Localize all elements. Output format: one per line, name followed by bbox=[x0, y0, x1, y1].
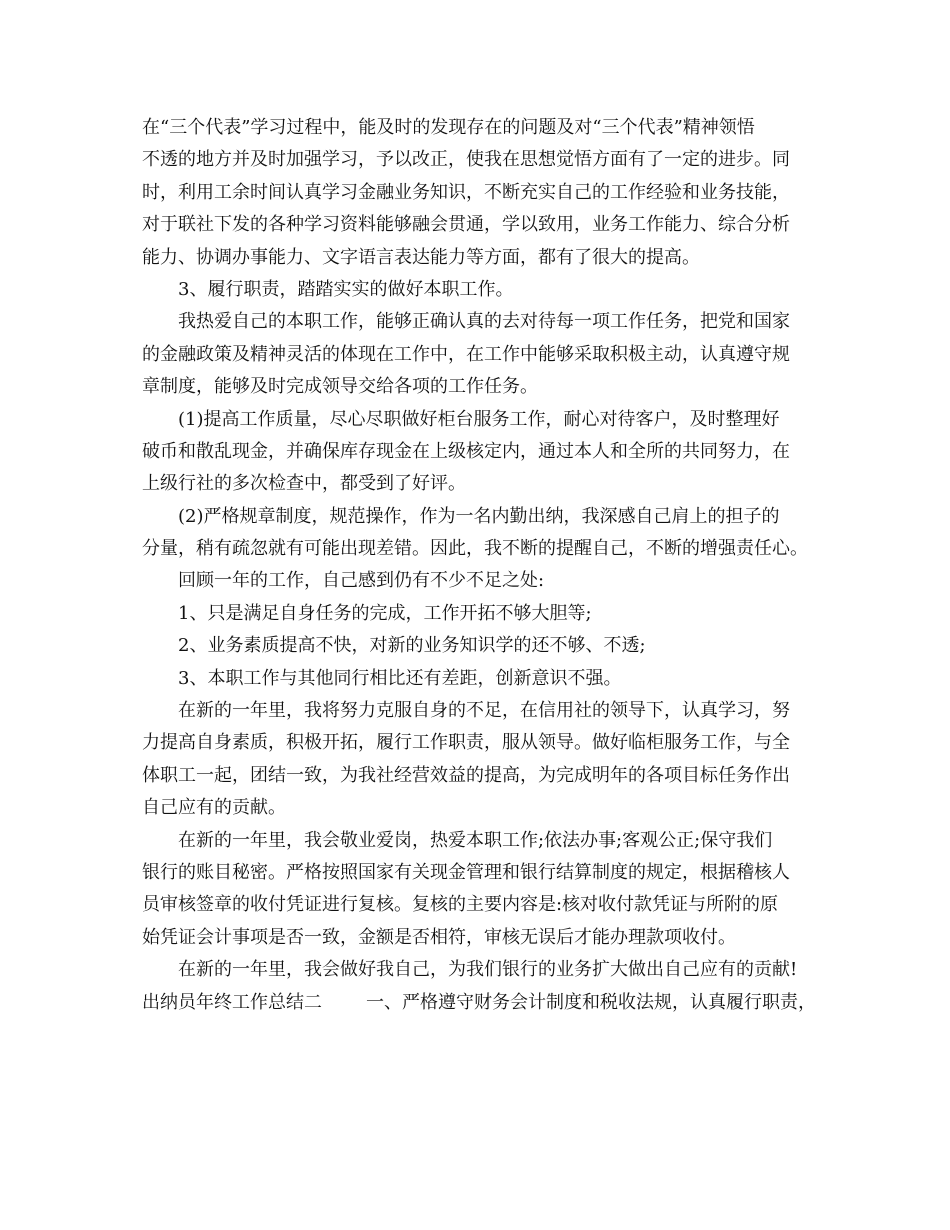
text-line: 分量，稍有疏忽就有可能出现差错。因此，我不断的提醒自己，不断的增强责任心。 bbox=[142, 538, 808, 560]
text-line: 自己应有的贡献。 bbox=[142, 797, 286, 819]
section-title: 出纳员年终工作总结二 bbox=[142, 991, 322, 1013]
list-item: 2、业务素质提高不快，对新的业务知识学的还不够、不透; bbox=[178, 635, 646, 657]
text-line: (1)提高工作质量，尽心尽职做好柜台服务工作，耐心对待客户，及时整理好 bbox=[178, 408, 780, 430]
text-line: 在新的一年里，我将努力克服自身的不足，在信用社的领导下，认真学习，努 bbox=[178, 700, 790, 722]
list-item: 3、本职工作与其他同行相比还有差距，创新意识不强。 bbox=[178, 667, 622, 689]
text-line: 破币和散乱现金，并确保库存现金在上级核定内，通过本人和全所的共同努力，在 bbox=[142, 440, 790, 462]
text-line: 回顾一年的工作，自己感到仍有不少不足之处: bbox=[178, 570, 545, 592]
text-line: 力提高自身素质，积极开拓，履行工作职责，服从领导。做好临柜服务工作，与全 bbox=[142, 732, 790, 754]
text-line: 始凭证会计事项是否一致，金额是否相符，审核无误后才能办理款项收付。 bbox=[142, 926, 736, 948]
text-line: 的金融政策及精神灵活的体现在工作中，在工作中能够采取积极主动，认真遵守规 bbox=[142, 343, 790, 365]
text-line: 员审核签章的收付凭证进行复核。复核的主要内容是:核对收付款凭证与所附的原 bbox=[142, 894, 779, 916]
text-line: 在“三个代表”学习过程中，能及时的发现存在的问题及对“三个代表”精神领悟 bbox=[142, 117, 755, 138]
text-line: 我热爱自己的本职工作，能够正确认真的去对待每一项工作任务，把党和国家 bbox=[178, 311, 790, 333]
text-line: 上级行社的多次检查中，都受到了好评。 bbox=[142, 473, 466, 495]
text-line: 在新的一年里，我会做好我自己，为我们银行的业务扩大做出自己应有的贡献! bbox=[178, 959, 798, 981]
text-line: 章制度，能够及时完成领导交给各项的工作任务。 bbox=[142, 376, 538, 398]
text-line: (2)严格规章制度，规范操作，作为一名内勤出纳，我深感自己肩上的担子的 bbox=[178, 505, 780, 527]
text-line: 能力、协调办事能力、文字语言表达能力等方面，都有了很大的提高。 bbox=[142, 246, 700, 268]
list-item: 1、只是满足自身任务的完成，工作开拓不够大胆等; bbox=[178, 602, 592, 624]
text-line: 在新的一年里，我会敬业爱岗，热爱本职工作;依法办事;客观公正;保守我们 bbox=[178, 829, 773, 851]
text-line: 银行的账目秘密。严格按照国家有关现金管理和银行结算制度的规定，根据稽核人 bbox=[142, 861, 790, 883]
text-line: 一、严格遵守财务会计制度和税收法规，认真履行职责， bbox=[366, 991, 816, 1013]
text-line: 对于联社下发的各种学习资料能够融会贯通，学以致用，业务工作能力、综合分析 bbox=[142, 214, 790, 236]
document-body bbox=[142, 112, 832, 1019]
text-line: 体职工一起，团结一致，为我社经营效益的提高，为完成明年的各项目标任务作出 bbox=[142, 764, 790, 786]
text-line: 不透的地方并及时加强学习，予以改正，使我在思想觉悟方面有了一定的进步。同 bbox=[142, 149, 790, 171]
text-line: 时，利用工余时间认真学习金融业务知识，不断充实自己的工作经验和业务技能， bbox=[142, 181, 790, 203]
section-heading: 3、履行职责，踏踏实实的做好本职工作。 bbox=[178, 278, 514, 300]
final-line bbox=[142, 987, 832, 1019]
